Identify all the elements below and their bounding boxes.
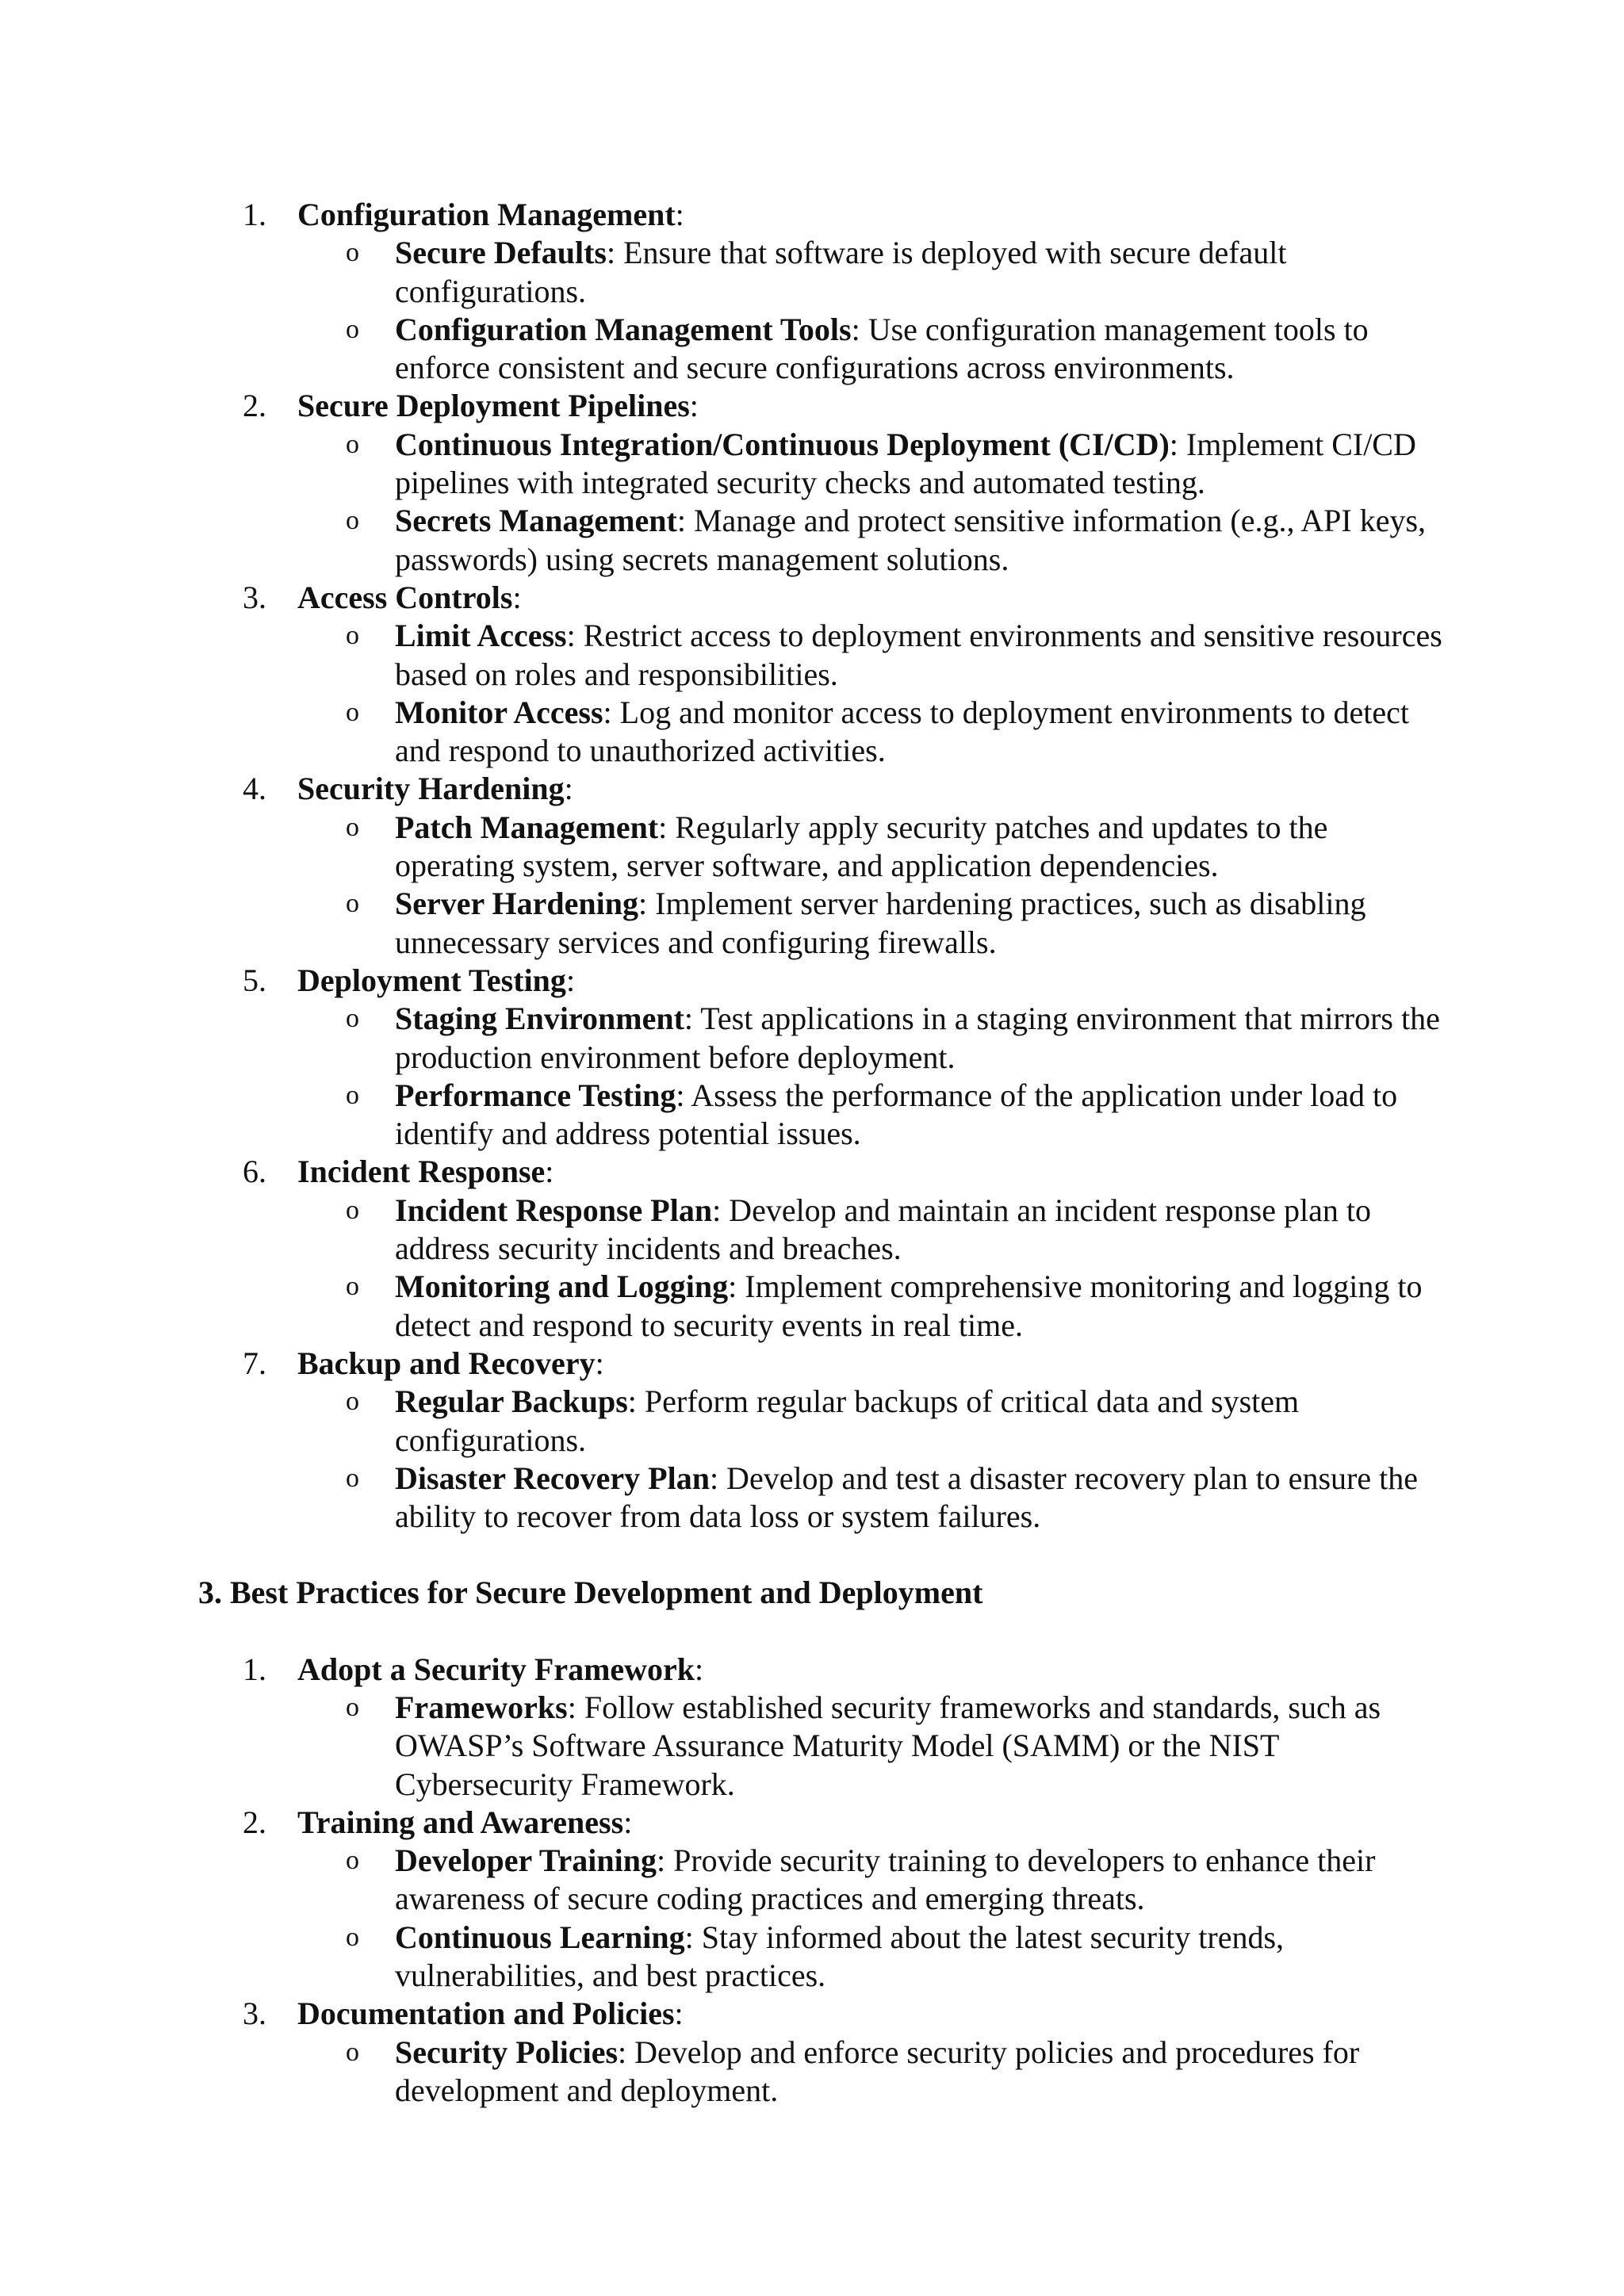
list-item-number: 6. bbox=[243, 1154, 266, 1190]
list-item-title: Secure Deployment Pipelines bbox=[297, 388, 690, 424]
list-item-colon: : bbox=[623, 1804, 633, 1840]
list-item bbox=[198, 1153, 1451, 1344]
list-item-heading bbox=[198, 387, 1451, 425]
bullet-icon: o bbox=[346, 238, 359, 268]
sub-list-item bbox=[198, 502, 1451, 579]
list-item bbox=[198, 962, 1451, 1153]
list-item-colon: : bbox=[564, 771, 573, 807]
sub-list-item bbox=[198, 311, 1451, 388]
bullet-icon: o bbox=[346, 2037, 359, 2067]
list-item-heading bbox=[198, 579, 1451, 617]
sub-item-title: Frameworks bbox=[395, 1689, 568, 1725]
list-item-heading bbox=[198, 770, 1451, 808]
sub-list-item bbox=[198, 694, 1451, 771]
sub-item-title: Performance Testing bbox=[395, 1077, 676, 1113]
list-item-title: Incident Response bbox=[297, 1154, 546, 1190]
sub-list-item bbox=[198, 1192, 1451, 1269]
list-item-heading bbox=[198, 196, 1451, 234]
sub-item-text: : Log and monitor access to deployment environments to detect and respond to unauthorized activities. bbox=[395, 694, 1409, 769]
sub-item-text: : Develop and maintain an incident response plan to address security incidents and breaches. bbox=[395, 1192, 1371, 1267]
sub-item-title: Continuous Integration/Continuous Deployment (CI/CD) bbox=[395, 426, 1170, 462]
sub-list bbox=[198, 234, 1451, 387]
list-item-heading bbox=[198, 1153, 1451, 1191]
sub-list-item bbox=[198, 1077, 1451, 1154]
sub-list-item bbox=[198, 885, 1451, 962]
sub-item-text: : Provide security training to developers to enhance their awareness of secure coding practices and emerging threats. bbox=[395, 1843, 1376, 1917]
list-item-colon: : bbox=[565, 962, 576, 998]
sub-item-title: Staging Environment bbox=[395, 1001, 684, 1037]
bullet-icon: o bbox=[346, 889, 359, 919]
list-item-heading bbox=[198, 1651, 1451, 1689]
list-item-title: Training and Awareness bbox=[297, 1804, 624, 1840]
list-item-heading bbox=[198, 962, 1451, 1000]
sub-item-title: Regular Backups bbox=[395, 1383, 628, 1420]
bullet-icon: o bbox=[346, 1387, 359, 1417]
sub-item-title: Configuration Management Tools bbox=[395, 311, 852, 347]
sub-item-title: Disaster Recovery Plan bbox=[395, 1460, 710, 1496]
sub-item-text: : Develop and enforce security policies and procedures for development and deployment. bbox=[395, 2034, 1360, 2108]
sub-list-item bbox=[198, 234, 1451, 311]
sub-item-text: : Implement server hardening practices, such as disabling unnecessary services and configuring firewalls. bbox=[395, 886, 1366, 960]
sub-item-text: : Perform regular backups of critical data and system configurations. bbox=[395, 1383, 1300, 1458]
list-item-title: Access Controls bbox=[297, 579, 513, 615]
bullet-icon: o bbox=[346, 621, 359, 651]
bullet-icon: o bbox=[346, 812, 359, 842]
list-item-title: Security Hardening bbox=[297, 771, 565, 807]
list-item-title: Documentation and Policies bbox=[297, 1996, 675, 2032]
bullet-icon: o bbox=[346, 1922, 359, 1952]
list-item bbox=[198, 1995, 1451, 2110]
sub-item-title: Monitoring and Logging bbox=[395, 1269, 729, 1305]
sub-list bbox=[198, 1192, 1451, 1345]
sub-item-text: : Implement CI/CD pipelines with integrated security checks and automated testing. bbox=[395, 426, 1416, 501]
list-item bbox=[198, 579, 1451, 770]
sub-list-item bbox=[198, 1460, 1451, 1536]
list-item-title: Deployment Testing bbox=[297, 962, 566, 998]
sub-item-text: : Restrict access to deployment environments and sensitive resources based on roles and responsibilities. bbox=[395, 618, 1442, 692]
sub-list bbox=[198, 1689, 1451, 1804]
bullet-icon: o bbox=[346, 1004, 359, 1034]
list-item bbox=[198, 387, 1451, 578]
sub-list bbox=[198, 1842, 1451, 1995]
sub-item-text: : Test applications in a staging environment that mirrors the production environment before deployment. bbox=[395, 1001, 1440, 1075]
bullet-icon: o bbox=[346, 1080, 359, 1110]
sub-item-text: : Regularly apply security patches and updates to the operating system, server software, and application dependencies. bbox=[395, 809, 1328, 884]
sub-item-title: Server Hardening bbox=[395, 886, 639, 922]
sub-list bbox=[198, 617, 1451, 770]
sub-list bbox=[198, 426, 1451, 579]
list-item-title: Adopt a Security Framework bbox=[297, 1651, 695, 1687]
list-item bbox=[198, 1651, 1451, 1804]
list-item-title: Configuration Management bbox=[297, 197, 676, 232]
bullet-icon: o bbox=[346, 314, 359, 344]
sub-item-title: Secrets Management bbox=[395, 503, 677, 539]
list-item-heading bbox=[198, 1995, 1451, 2033]
list-item-number: 4. bbox=[243, 771, 266, 807]
sub-item-text: : Use configuration management tools to enforce consistent and secure configurations across environments. bbox=[395, 311, 1369, 386]
sub-list-item bbox=[198, 1842, 1451, 1919]
list-item-title: Backup and Recovery bbox=[297, 1345, 596, 1381]
list-item-number: 2. bbox=[243, 1804, 266, 1840]
sub-list-item bbox=[198, 1689, 1451, 1804]
sub-item-title: Incident Response Plan bbox=[395, 1192, 713, 1228]
sub-list bbox=[198, 1383, 1451, 1536]
bullet-icon: o bbox=[346, 506, 359, 536]
sub-item-text: : Develop and test a disaster recovery plan to ensure the ability to recover from data loss or system failures. bbox=[395, 1460, 1418, 1535]
list-item-colon: : bbox=[595, 1345, 604, 1381]
bullet-icon: o bbox=[346, 1846, 359, 1876]
list-item bbox=[198, 196, 1451, 387]
sub-item-title: Continuous Learning bbox=[395, 1919, 685, 1955]
list-item-number: 5. bbox=[243, 962, 266, 998]
sub-item-text: : Assess the performance of the application under load to identify and address potential issues. bbox=[395, 1077, 1398, 1152]
sub-list-item bbox=[198, 1268, 1451, 1345]
sub-list-item bbox=[198, 1383, 1451, 1460]
bullet-icon: o bbox=[346, 1195, 359, 1225]
list-item-number: 1. bbox=[243, 1651, 266, 1687]
sub-item-text: : Stay informed about the latest security trends, vulnerabilities, and best practices. bbox=[395, 1919, 1285, 1994]
bullet-icon: o bbox=[346, 697, 359, 727]
sub-item-title: Security Policies bbox=[395, 2034, 619, 2070]
page-content bbox=[198, 196, 1451, 2110]
deployment-practices-list bbox=[198, 196, 1451, 1536]
list-item bbox=[198, 1345, 1451, 1536]
bullet-icon: o bbox=[346, 1463, 359, 1493]
list-item-number: 3. bbox=[243, 579, 266, 615]
sub-item-text: : Ensure that software is deployed with secure default configurations. bbox=[395, 235, 1287, 309]
list-item bbox=[198, 1804, 1451, 1995]
sub-item-title: Limit Access bbox=[395, 618, 567, 654]
list-item-colon: : bbox=[675, 197, 684, 232]
list-item-number: 7. bbox=[243, 1345, 266, 1381]
sub-list-item bbox=[198, 809, 1451, 886]
list-item-heading bbox=[198, 1345, 1451, 1383]
best-practices-list bbox=[198, 1651, 1451, 2110]
list-item-colon: : bbox=[545, 1154, 554, 1190]
list-item-colon: : bbox=[689, 388, 699, 424]
list-item-colon: : bbox=[695, 1651, 704, 1687]
list-item bbox=[198, 770, 1451, 961]
list-item-colon: : bbox=[674, 1996, 684, 2032]
bullet-icon: o bbox=[346, 429, 359, 459]
sub-item-title: Patch Management bbox=[395, 809, 659, 845]
sub-item-text: : Follow established security frameworks and standards, such as OWASP’s Software Assurance Maturity Model (SAMM) or the NIST Cybersecurity Framework. bbox=[395, 1689, 1381, 1802]
sub-item-text: : Manage and protect sensitive information (e.g., API keys, passwords) using secrets management solutions. bbox=[395, 503, 1427, 577]
sub-item-title: Developer Training bbox=[395, 1843, 657, 1879]
sub-item-title: Secure Defaults bbox=[395, 235, 607, 271]
list-item-number: 3. bbox=[243, 1996, 266, 2032]
list-item-colon: : bbox=[512, 579, 522, 615]
section-heading: 3. Best Practices for Secure Development and Deployment bbox=[198, 1575, 983, 1611]
bullet-icon: o bbox=[346, 1692, 359, 1722]
sub-item-text: : Implement comprehensive monitoring and logging to detect and respond to security events in real time. bbox=[395, 1269, 1423, 1343]
sub-list-item bbox=[198, 426, 1451, 503]
list-item-heading bbox=[198, 1804, 1451, 1842]
sub-list-item bbox=[198, 1000, 1451, 1077]
sub-list-item bbox=[198, 1919, 1451, 1996]
sub-list-item bbox=[198, 2034, 1451, 2110]
sub-list bbox=[198, 809, 1451, 962]
list-item-number: 2. bbox=[243, 388, 266, 424]
list-item-number: 1. bbox=[243, 197, 266, 232]
sub-list-item bbox=[198, 617, 1451, 694]
sub-item-title: Monitor Access bbox=[395, 694, 603, 730]
sub-list bbox=[198, 1000, 1451, 1153]
sub-list bbox=[198, 2034, 1451, 2110]
bullet-icon: o bbox=[346, 1272, 359, 1302]
